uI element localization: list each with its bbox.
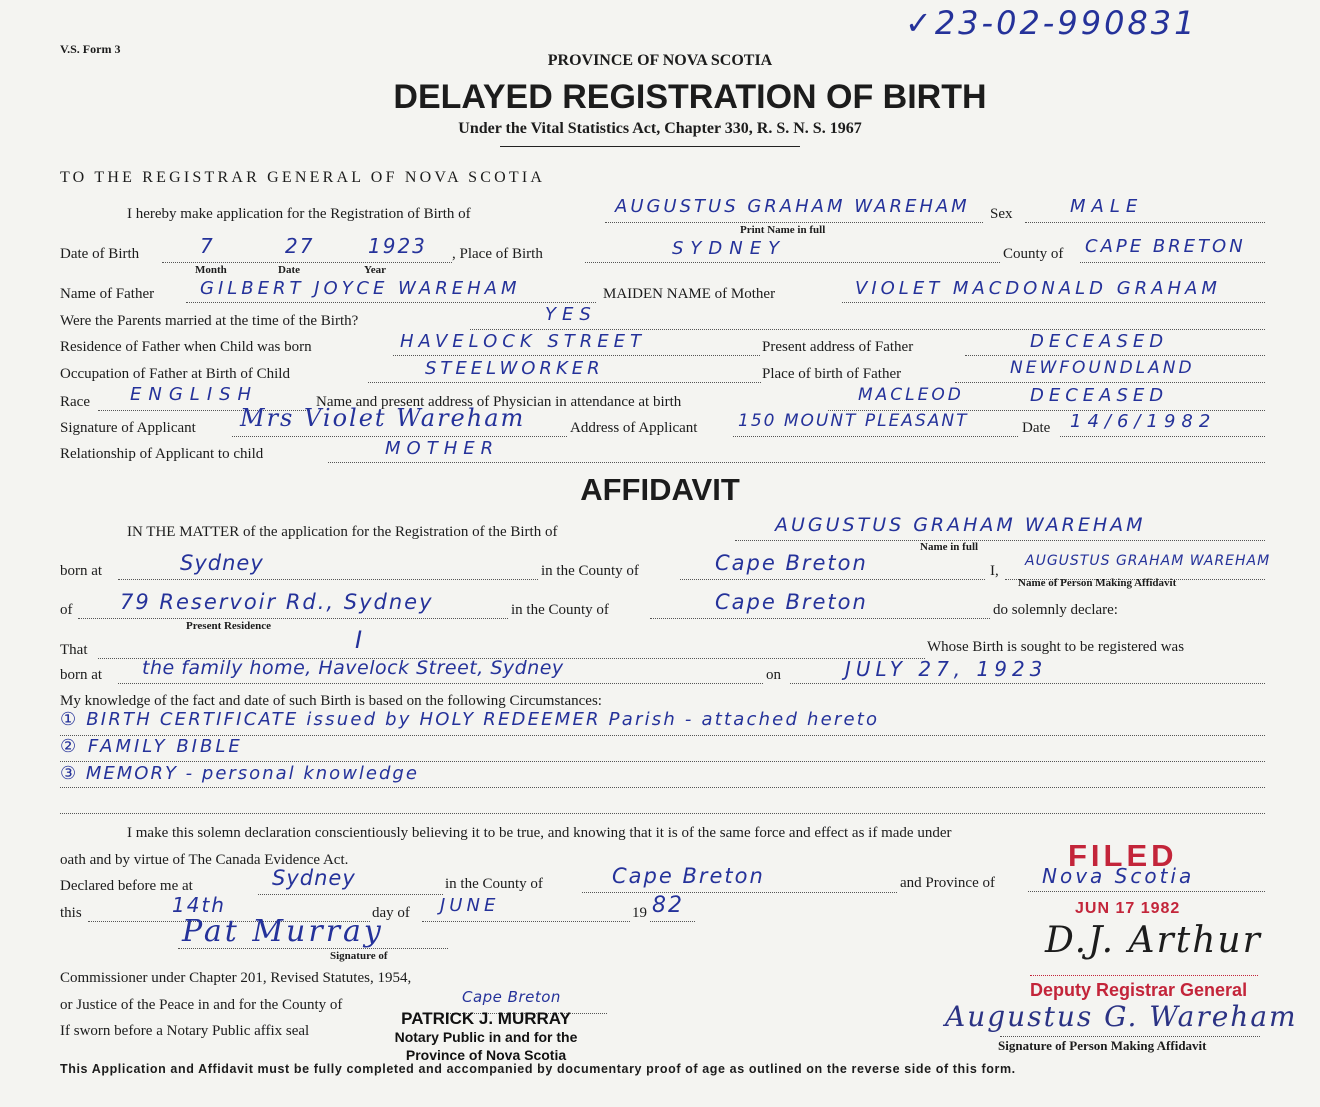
province-label: and Province of (900, 875, 995, 891)
father-birthplace-label: Place of birth of Father (762, 366, 902, 382)
declared-county-line (582, 892, 897, 893)
this-label: this (60, 905, 82, 921)
filed-date: JUN 17 1982 (1075, 900, 1181, 917)
father-name-label: Name of Father (60, 286, 155, 302)
that-value: I (355, 626, 365, 654)
circumstance-line-4 (60, 813, 1265, 814)
commissioner-signature: Pat Murray (182, 914, 384, 949)
footer-note: This Application and Affidavit must be fully completed and accompanied by documentary proof of age as outlined on the reverse side of this form. (60, 1062, 1016, 1076)
whose-birth-label: Whose Birth is sought to be registered was (927, 639, 1185, 655)
registrar-signature: D.J. Arthur (1045, 920, 1262, 961)
month-line (422, 921, 630, 922)
born-at-label-2: born at (60, 667, 103, 683)
married-line (470, 329, 1265, 330)
county-value: CAPE BRETON (1085, 236, 1246, 257)
residence-line (78, 618, 508, 619)
physician-name: MACLEOD (858, 385, 964, 405)
father-birthplace-line (955, 382, 1265, 383)
on-label: on (766, 667, 781, 683)
circumstance-item: ② FAMILY BIBLE (60, 736, 243, 757)
place-of-birth-line (585, 262, 1000, 263)
father-residence-label: Residence of Father when Child was born (60, 339, 312, 355)
child-name: AUGUSTUS GRAHAM WAREHAM (615, 196, 970, 217)
circumstance-line-2 (60, 761, 1265, 762)
applicant-address-label: Address of Applicant (570, 420, 698, 436)
father-occupation-line (368, 382, 761, 383)
father-present-address-line (965, 355, 1265, 356)
form-id: V.S. Form 3 (60, 42, 121, 56)
knowledge-label: My knowledge of the fact and date of such Birth is based on the following Circumstances: (60, 693, 602, 709)
year-line (650, 921, 695, 922)
declaration-line2: oath and by virtue of The Canada Evidence Act. (60, 852, 349, 868)
relationship-label: Relationship of Applicant to child (60, 446, 264, 462)
relationship-value: MOTHER (385, 438, 500, 459)
title-rule (500, 146, 800, 147)
father-present-address: DECEASED (1030, 331, 1169, 352)
race-label: Race (60, 394, 90, 410)
application-date-line (1060, 436, 1265, 437)
physician-label: Name and present address of Physician in attendance at birth (316, 394, 682, 410)
matter-label: IN THE MATTER of the application for the Registration of the Birth of (127, 524, 558, 540)
deponent-signature: Augustus G. Wareham (945, 1000, 1298, 1033)
county-2-line (650, 618, 990, 619)
subject-name: AUGUSTUS GRAHAM WAREHAM (775, 514, 1146, 536)
father-name: GILBERT JOYCE WAREHAM (200, 278, 521, 299)
commissioner-county: Cape Breton (462, 988, 561, 1006)
circumstance-item: ③ MEMORY - personal knowledge (60, 763, 419, 784)
commissioner-line2: or Justice of the Peace in and for the County of (60, 997, 343, 1013)
circumstance-line-3 (60, 787, 1265, 788)
i-label: I, (990, 563, 999, 579)
intro-label: I hereby make application for the Registration of Birth of (127, 206, 471, 222)
dob-line (162, 262, 452, 263)
married-label: Were the Parents married at the time of the Birth? (60, 313, 359, 329)
notary-line: If sworn before a Notary Public affix seal (60, 1023, 310, 1039)
declared-province-line (1028, 891, 1265, 892)
father-present-address-label: Present address of Father (762, 339, 914, 355)
year-prefix: 19 (632, 905, 647, 921)
dob-label: Date of Birth (60, 246, 140, 262)
subtitle: Under the Vital Statistics Act, Chapter 330, R. S. N. S. 1967 (458, 120, 862, 137)
signature-of-caption: Signature of (330, 950, 388, 962)
declaration-line1: I make this solemn declaration conscientiously believing it to be true, and knowing that it is of the same force and effect as if made under (127, 825, 952, 841)
province-heading: PROVINCE OF NOVA SCOTIA (547, 52, 773, 69)
born-at-label: born at (60, 563, 103, 579)
registrar-rule (1030, 975, 1258, 976)
declared-at: Sydney (272, 866, 356, 890)
day-caption: Date (278, 264, 300, 276)
county-1-value: Cape Breton (715, 551, 868, 575)
deponent-signature-line (1000, 1036, 1260, 1037)
mother-maiden-label: MAIDEN NAME of Mother (603, 286, 776, 302)
declared-label: Declared before me at (60, 878, 193, 894)
dob-month: 7 (200, 234, 215, 258)
day-of-label: day of (372, 905, 410, 921)
born-at-line (118, 579, 538, 580)
month-value: JUNE (440, 895, 500, 916)
that-label: That (60, 642, 88, 658)
place-of-birth: SYDNEY (672, 238, 787, 259)
applicant-signature: Mrs Violet Wareham (240, 404, 526, 432)
subject-name-line (735, 540, 1265, 541)
applicant-address: 150 MOUNT PLEASANT (738, 411, 969, 431)
year-suffix: 82 (652, 893, 684, 918)
commissioner-line1: Commissioner under Chapter 201, Revised Statutes, 1954, (60, 970, 412, 986)
page-title: DELAYED REGISTRATION OF BIRTH (393, 78, 987, 116)
county-line (1080, 262, 1265, 263)
residence-value: 79 Reservoir Rd., Sydney (120, 590, 434, 614)
married-value: YES (545, 304, 597, 325)
father-residence-line (393, 355, 760, 356)
birth-date: JULY 27, 1923 (845, 657, 1048, 681)
applicant-address-line (733, 436, 1018, 437)
dob-day: 27 (285, 234, 315, 258)
signature-label: Signature of Applicant (60, 420, 196, 436)
father-residence: HAVELOCK STREET (400, 331, 647, 352)
born-at-detail: the family home, Havelock Street, Sydney (142, 657, 564, 679)
county-label: County of (1003, 246, 1064, 262)
file-number: ✓23-02-990831 (905, 4, 1198, 42)
residence-caption: Present Residence (186, 620, 272, 632)
notary-stamp-line2: Notary Public in and for the (394, 1029, 578, 1045)
birth-date-line (790, 683, 1265, 684)
deponent-name: AUGUSTUS GRAHAM WAREHAM (1025, 553, 1271, 569)
filed-stamp: FILED (1068, 838, 1178, 873)
date-label: Date (1022, 420, 1051, 436)
father-occupation: STEELWORKER (425, 358, 604, 379)
circumstance-item: ① BIRTH CERTIFICATE issued by HOLY REDEEMER Parish - attached hereto (60, 709, 880, 730)
day-value: 14th (172, 893, 226, 917)
applicant-signature-line (232, 436, 567, 437)
county-1-line (680, 579, 985, 580)
year-caption: Year (364, 264, 386, 276)
month-caption: Month (195, 264, 227, 276)
county-label-1: in the County of (541, 563, 639, 579)
deponent-caption: Name of Person Making Affidavit (1018, 577, 1177, 589)
registrar-title: Deputy Registrar General (1030, 980, 1248, 1000)
relationship-line (328, 462, 1265, 463)
sex-value: MALE (1070, 196, 1144, 217)
child-name-line (605, 222, 983, 223)
name-caption: Name in full (920, 541, 979, 553)
addressee: TO THE REGISTRAR GENERAL OF NOVA SCOTIA (60, 169, 546, 186)
declared-province: Nova Scotia (1042, 864, 1195, 888)
deponent-signature-caption: Signature of Person Making Affidavit (998, 1038, 1207, 1053)
of-label: of (60, 602, 73, 618)
place-of-birth-label: , Place of Birth (452, 246, 543, 262)
declared-county: Cape Breton (612, 864, 765, 888)
mother-maiden-line (842, 302, 1265, 303)
notary-stamp-name: PATRICK J. MURRAY (401, 1009, 571, 1028)
county-2-value: Cape Breton (715, 590, 868, 614)
notary-stamp (366, 1010, 606, 1064)
declared-at-line (258, 894, 443, 895)
mother-maiden-name: VIOLET MACDONALD GRAHAM (855, 278, 1221, 299)
born-at-detail-line (118, 683, 763, 684)
application-date: 14/6/1982 (1070, 411, 1217, 432)
physician-address: DECEASED (1030, 385, 1169, 406)
declare-label: do solemnly declare: (993, 602, 1118, 618)
father-name-line (186, 302, 596, 303)
race-value: ENGLISH (130, 384, 259, 405)
dob-year: 1923 (368, 234, 427, 258)
father-occupation-label: Occupation of Father at Birth of Child (60, 366, 290, 382)
print-name-caption: Print Name in full (740, 224, 826, 236)
county-label-3: in the County of (445, 876, 543, 892)
affidavit-heading: AFFIDAVIT (580, 472, 740, 507)
notary-stamp-line3: Province of Nova Scotia (405, 1047, 567, 1063)
father-birthplace: NEWFOUNDLAND (1010, 358, 1195, 378)
sex-line (1025, 222, 1265, 223)
born-at-value: Sydney (180, 551, 264, 575)
sex-label: Sex (990, 206, 1013, 222)
county-label-2: in the County of (511, 602, 609, 618)
